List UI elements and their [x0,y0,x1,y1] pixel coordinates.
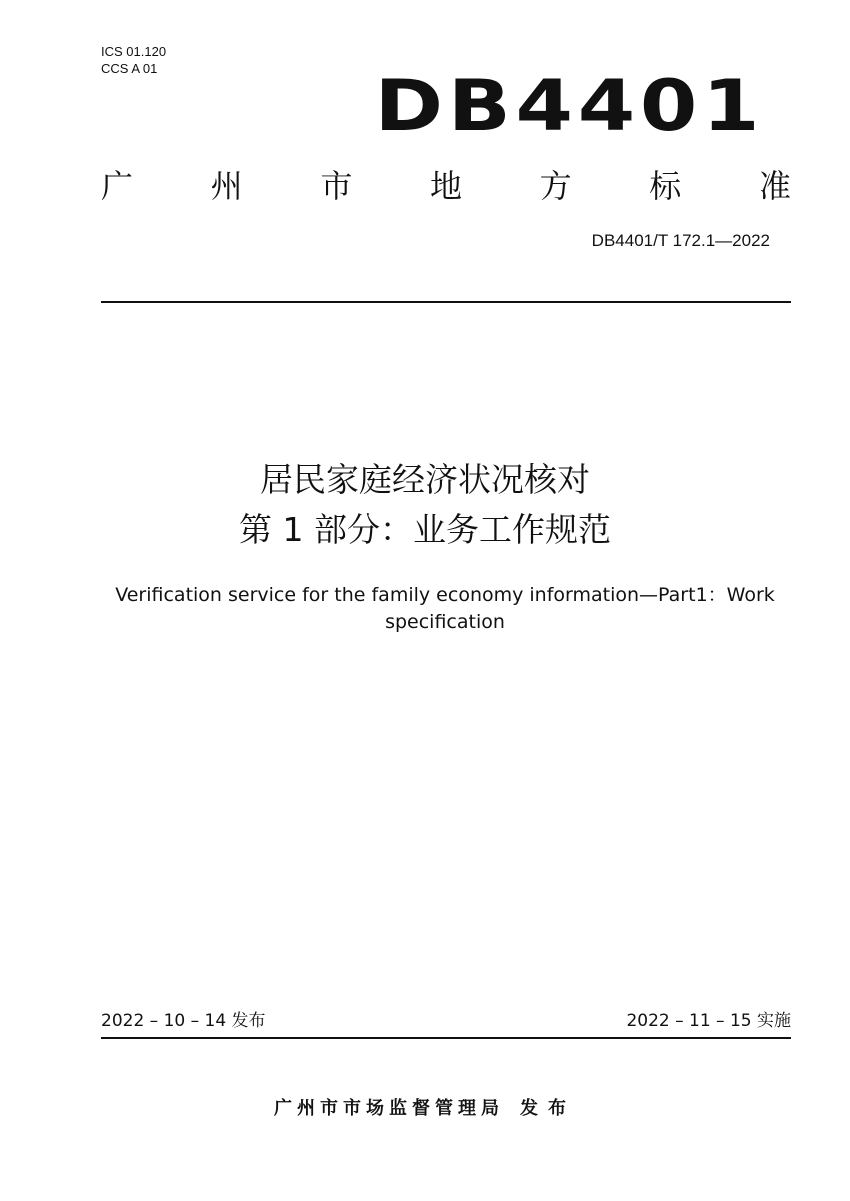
ics-code: ICS 01.120 [101,44,167,59]
local-standard-char: 方 [539,167,572,205]
publish-date: 2022 – 10 – 14 发布 [101,1011,266,1031]
local-standard-char: 州 [210,167,243,205]
local-standard-char: 准 [758,167,791,205]
footer-divider [101,1037,791,1039]
publish-action: 发布 [520,1098,576,1119]
title-en: Verification service for the family economy information—Part1：Work specification [115,584,775,633]
standard-code-heading: DB4401 [374,65,764,147]
local-standard-char: 地 [429,167,462,205]
publisher-name: 广州市市场监督管理局 [274,1098,504,1119]
header-divider [101,301,791,303]
local-standard-char: 标 [649,167,682,205]
local-standard-char: 广 [101,167,134,205]
classification-codes [101,43,166,77]
local-standard-label [101,166,791,206]
ccs-code: CCS A 01 [101,61,158,76]
standard-number: DB4401/T 172.1—2022 [591,231,770,250]
local-standard-char: 市 [320,167,353,205]
implement-date: 2022 – 11 – 15 实施 [626,1011,791,1031]
title-zh-line1: 居民家庭经济状况核对 [260,460,590,499]
publisher-line [0,1097,850,1121]
title-zh-line2: 第 1 部分：业务工作规范 [239,510,611,549]
